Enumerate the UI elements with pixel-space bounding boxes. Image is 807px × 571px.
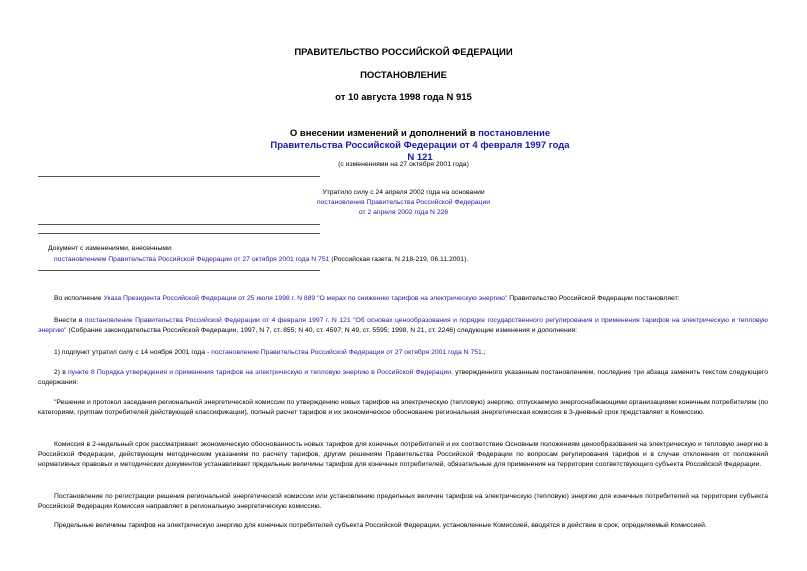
expiry-link-2[interactable]: от 2 апреля 2002 года N 226 (358, 209, 449, 216)
resolution-751-link[interactable]: постановление Правительства Российской Федерации от 27 октября 2001 года N 751 (211, 349, 482, 356)
expiry-text: Утратило силу с 24 апреля 2002 года на основании (322, 189, 485, 196)
resolution-121-link[interactable]: постановление Правительства Российской Федерации от 4 февраля 1997 г. N 121 "Об основах ценообразования и порядке государственного регулирования и применения тарифов на электрическую и тепловую энергию" (38, 317, 768, 334)
paragraph-1: Во исполнение Указа Президента Российской Федерации от 25 июля 1998 г. N 889 "О мерах по снижению тарифов на электрическую энергию" Правительство Российской Федерации постановляет: (54, 295, 680, 302)
decree-link[interactable]: Указа Президента Российской Федерации от 25 июля 1998 г. N 889 "О мерах по снижению тарифов на электрическую энергию" (103, 295, 508, 302)
amendment-note: (с изменениями на 27 октября 2001 года) (338, 161, 469, 168)
divider-line (38, 176, 320, 177)
changes-line (54, 255, 774, 265)
document-type: ПОСТАНОВЛЕНИЕ (360, 70, 447, 81)
changes-link[interactable]: постановлением Правительства Российской Федерации от 27 октября 2001 года N 751 (54, 256, 330, 263)
changes-tail: (Российская газета, N 218-219, 06.11.2001). (329, 256, 469, 263)
paragraph-5: "Решение и протокол заседания региональной энергетической комиссии по утверждению новых тарифов на электрическую (тепловую) энергию, отпускаемую энергоснабжающими организациями конечным потребителям (по категориям, группам потребителей действующей классификации), полный расчет тарифов и их экономическое обоснование региональная энергетическая комиссия в 3-дневный срок представляет в Комиссию. (38, 399, 768, 416)
paragraph-4: 2) в пункте 8 Порядка утверждения и применения тарифов на электрическую и тепловую энергию в Российской Федерации, утвержденного указанным постановлением, последние три абзаца заменить текстом следующего содержания: (38, 369, 768, 386)
document-date: от 10 августа 1998 года N 915 (335, 92, 472, 103)
paragraph-7: Постановление по регистрации решения региональной энергетической комиссии или установлению предельных величин тарифов на электрическую (тепловую) энергию для конечных потребителей на территории субъекта Российской Федерации Комиссия направляет в региональную энергетическую комиссию. (38, 493, 768, 510)
government-heading: ПРАВИТЕЛЬСТВО РОССИЙСКОЙ ФЕДЕРАЦИИ (294, 47, 513, 58)
clause-8-link[interactable]: пункте 8 Порядка утверждения и применения тарифов на электрическую и тепловую энергию в Российской Федерации (68, 369, 452, 376)
expiry-link-1[interactable]: постановления Правительства Российской Федерации (316, 199, 491, 206)
paragraph-8: Предельные величины тарифов на электрическую энергию для конечных потребителей субъекта Российской Федерации, установленные Комиссией, вводятся в действие в срок, определяемый Комиссией. (54, 522, 707, 529)
divider-line (38, 224, 320, 225)
changes-label: Документ с изменениями, внесенными: (48, 245, 173, 252)
paragraph-2: Внести в постановление Правительства Российской Федерации от 4 февраля 1997 г. N 121 "Об основах ценообразования и порядке государственного регулирования и применения тарифов на электрическую и тепловую энергию" (Собрание законодательства Российской Федерации, 1997, N 7, ст. 855; N 40, ст. 4597; N 49, ст. 5595; 1998, N 21, ст. 2246) следующие изменения и дополнения: (38, 317, 768, 334)
document-title (270, 128, 570, 164)
title-prefix: О внесении изменений и дополнений в (289, 128, 479, 139)
divider-line (38, 233, 320, 234)
title-link[interactable]: постановление Правительства Российской Федерации от 4 февраля 1997 года N 121 (270, 128, 570, 163)
divider-line (38, 270, 320, 271)
paragraph-3: 1) подпункт утратил силу с 14 ноября 2001 года - постановление Правительства Российской Федерации от 27 октября 2001 года N 751.; (54, 349, 486, 356)
paragraph-6: Комиссия в 2-недельный срок рассматривает экономическую обоснованность новых тарифов для конечных потребителей и их соответствие Основным положениям ценообразования на электрическую и тепловую энергию в Российской Федерации, действующим методическим указаниям по расчету тарифов, другим решениям Правительства Российской Федерации по вопросам регулирования тарифов и в случае отклонения от положений нормативных правовых и методических документов устанавливает предельные величины тарифов для конечных потребителей, обязательные для применения на территории соответствующего субъекта Российской Федерации. (38, 441, 768, 468)
